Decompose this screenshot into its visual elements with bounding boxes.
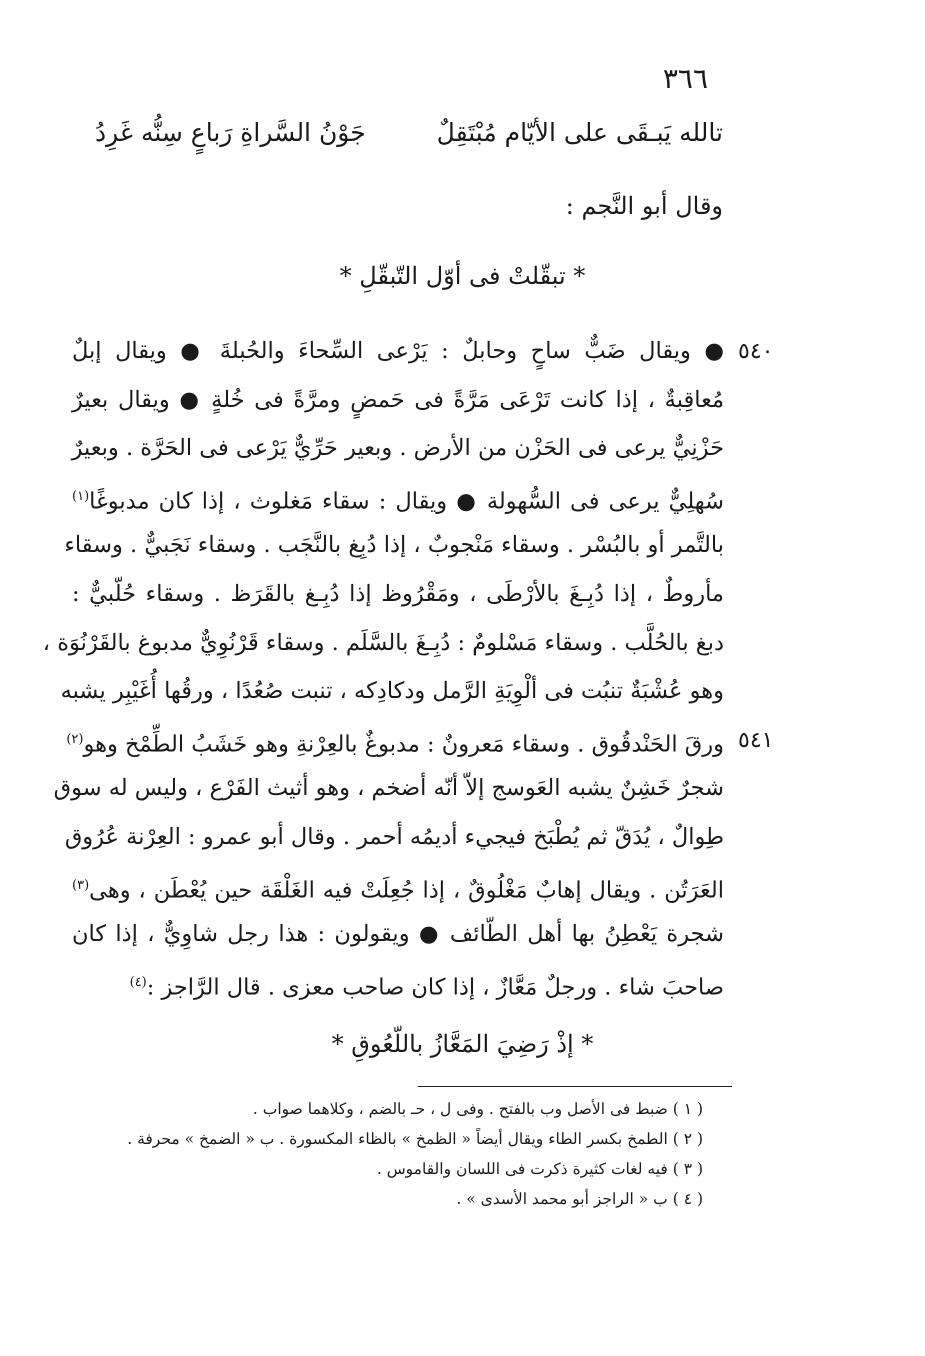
footnote: ( ٣ ) فيه لغات كثيرة ذكرت فى اللسان والقاموس . <box>376 1160 703 1178</box>
page-number: ٣٦٦ <box>662 62 708 95</box>
text-line-part: العَرَتُن . ويقال إهابٌ مَغْلُوقٌ ، إذا جُعِلَتْ فيه الغَلْقَة حين يُعْطَن ، وهى <box>89 877 724 904</box>
text-line: مُعاقِبةٌ ، إذا كانت تَرْعَى مَرَّةً فى حَمضٍ ومرَّةً فى خُلةٍ ● ويقال بعيرٌ <box>72 386 724 413</box>
text-line: شجرٌ خَشِنٌ يشبه العَوسج إلاّ أنّه أضخم ، وهو أثيث الفَرْع ، وليس له سوق <box>53 775 724 802</box>
footnote: ( ٢ ) الطمخ بكسر الطاء ويقال أيضاً « الظمخ » بالظاء المكسورة . ب « الضمخ » محرفة . <box>127 1130 703 1148</box>
text-line: طِوالٌ ، يُدَقّ ثم يُطْبَخ فيجيء أديمُه أحمر . وقال أبو عمرو : العِرْنة عُرُوق <box>64 823 724 850</box>
footnote: ( ١ ) ضبط فى الأصل وب بالفتح . وفى ل ، حـ بالضم ، وكلاهما صواب . <box>252 1100 703 1118</box>
text-line <box>72 473 724 522</box>
footnote-marker-3: (٣) <box>72 877 90 893</box>
text-line: حَزْنِيٌّ يرعى فى الحَزْن من الأرض . وبعير حَرِّيٌّ يَرْعى فى الحَرَّة . وبعيرٌ <box>71 435 724 462</box>
quote-line-1: * تبقّلتْ فى أوّل التّبقّلِ * <box>339 262 586 290</box>
margin-number-540: ٥٤٠ <box>738 339 774 364</box>
text-line <box>72 862 724 911</box>
verse-hemistich-right: تالله يَبـقَى على الأيّام مُبْتَقِلٌ <box>436 118 723 147</box>
text-line: مأروطٌ ، إذا دُبِـغَ بالأرْطَى ، ومَقْرُوظ إذا دُبِـغ بالقَرَظ . وسقاء حُلّبيٌّ : <box>72 580 724 607</box>
text-line: شجرة يَعْطِنُ بها أهل الطّائف ● ويقولون : هذا رجل شاوِيٌّ ، إذا كان <box>72 921 724 948</box>
text-line: بالتَّمر أو بالبُسْر . وسقاء مَنْجوبٌ ، إذا دُبِغ بالنَّجَب . وسقاء نَجَبيٌّ . وسقاء <box>64 532 724 559</box>
footnote-marker-2: (٢) <box>66 731 84 747</box>
verse-hemistich-left: جَوْنُ السَّراةِ رَباعٍ سِنُّه غَرِدُ <box>95 118 366 147</box>
main-text <box>42 327 724 1007</box>
text-line <box>72 959 724 1008</box>
intro-line: وقال أبو النَّجم : <box>565 192 723 220</box>
poem-verse <box>95 118 723 158</box>
margin-number-541: ٥٤١ <box>738 728 774 753</box>
footnote-marker-1: (١) <box>72 488 90 504</box>
footnote: ( ٤ ) ب « الراجز أبو محمد الأسدى » . <box>456 1190 703 1208</box>
footnote-marker-4: (٤) <box>129 974 147 990</box>
footnotes <box>127 1094 703 1214</box>
footnote-divider <box>418 1086 732 1087</box>
text-line: ● ويقال ضَبٌّ ساحٍ وحابلٌ : يَرْعى السِّحاءَ والحُبلةَ ● ويقال إبلٌ <box>72 338 724 364</box>
text-line-part: سُهلِيٌّ يرعى فى السُّهولة ● ويقال : سقاء مَغلوث ، إذا كان مدبوغًا <box>89 488 724 515</box>
text-line <box>66 716 724 765</box>
quote-line-2: * إذْ رَضِيَ المَعَّازُ باللّعُوقِ * <box>331 1030 594 1058</box>
text-line: دبغ بالحُلَّب . وسقاء مَسْلومٌ : دُبِـغَ بالسَّلَم . وسقاء قَرْنُوِيٌّ مدبوغ بالقَرْنُوَة ، <box>42 629 724 656</box>
text-line-part: صاحبَ شاء . ورجلٌ مَعَّازٌ ، إذا كان صاحب معزى . قال الرَّاجز : <box>146 974 724 1001</box>
text-line: وهو عُشْبَةٌ تنبُت فى ألْوِيَةِ الرَّمل ودكادِكه ، تنبت صُعُدًا ، ورقُها أُغَيْبِر يشبه <box>60 678 724 705</box>
text-line-part: ورقَ الحَنْدقُوق . وسقاء مَعرونٌ : مدبوغٌ بالعِرْنةِ وهو خَشَبُ الطِّمْخ وهو <box>83 731 724 758</box>
